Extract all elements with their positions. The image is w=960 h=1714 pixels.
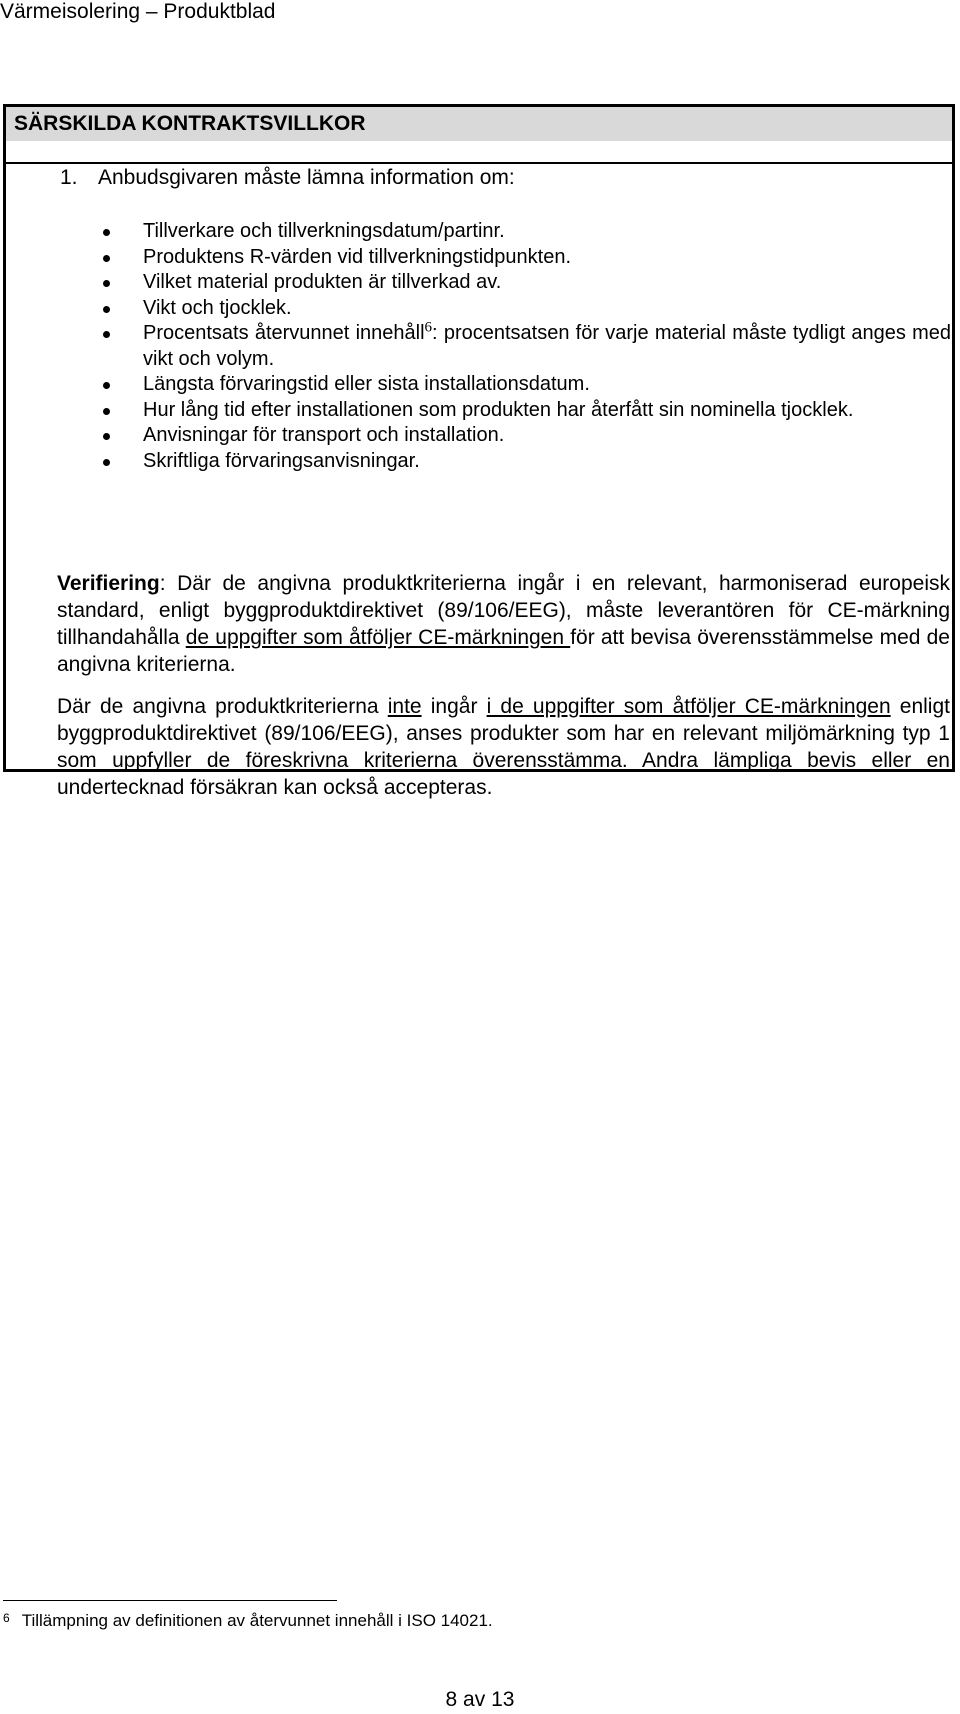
bullet-icon bbox=[103, 382, 110, 389]
footnote bbox=[3, 1610, 493, 1632]
bullet-icon bbox=[103, 408, 110, 415]
bullet-icon bbox=[103, 280, 110, 287]
list-item bbox=[91, 423, 951, 449]
bullet-icon bbox=[103, 331, 110, 338]
bullet-icon bbox=[103, 306, 110, 313]
underlined-phrase: i de uppgifter som åtföljer CE-märkningen bbox=[486, 695, 891, 718]
verification-label: Verifiering bbox=[57, 572, 160, 595]
footnote-marker: 6 bbox=[3, 1611, 10, 1625]
bullet-icon bbox=[103, 255, 110, 262]
item-text: Anbudsgivaren måste lämna information om: bbox=[98, 166, 515, 189]
box-heading: SÄRSKILDA KONTRAKTSVILLKOR bbox=[14, 112, 366, 135]
footnote-reference: 6 bbox=[424, 319, 433, 336]
page-header-title: Värmeisolering – Produktblad bbox=[0, 0, 276, 23]
list-item-text: Anvisningar för transport och installation. bbox=[143, 424, 505, 446]
list-item bbox=[91, 398, 951, 424]
verification-text-end: för att bevisa överensstämmelse med de angivna kriterierna. bbox=[57, 626, 950, 676]
bullet-icon bbox=[103, 433, 110, 440]
alternative-proof-paragraph bbox=[57, 693, 950, 801]
list-item bbox=[91, 245, 951, 271]
list-item-text: Hur lång tid efter installationen som produkten har återfått sin nominella tjocklek. bbox=[143, 398, 854, 421]
verification-text: : Där de angivna produktkriterierna ingår i en relevant, harmoniserad europeisk standard, enligt byggproduktdirektivet (89/106/EEG), måste leverantören för CE-märkning tillhandahålla bbox=[57, 572, 950, 649]
footnote-text: Tillämpning av definitionen av återvunnet innehåll i ISO 14021. bbox=[21, 1611, 493, 1630]
list-item bbox=[91, 372, 951, 398]
requirement-list bbox=[91, 219, 951, 474]
paragraph-text: ingår bbox=[421, 695, 487, 718]
footnote-separator bbox=[3, 1600, 337, 1601]
box-heading-spacer bbox=[6, 141, 952, 162]
list-item-text: Produktens R-värden vid tillverkningstidpunkten. bbox=[143, 245, 571, 268]
list-item-text: Skriftliga förvaringsanvisningar. bbox=[143, 449, 420, 472]
verification-underlined-text: de uppgifter som åtföljer CE-märkningen bbox=[185, 626, 571, 649]
list-item-text: Vikt och tjocklek. bbox=[143, 296, 292, 319]
paragraph-text: Där de angivna produktkriterierna bbox=[57, 695, 388, 718]
item-number: 1. bbox=[60, 166, 78, 189]
list-item-text: Längsta förvaringstid eller sista installationsdatum. bbox=[143, 373, 590, 395]
page-number: 8 av 13 bbox=[445, 1688, 515, 1711]
list-item-text: Tillverkare och tillverkningsdatum/partinr. bbox=[143, 220, 505, 242]
list-item bbox=[91, 270, 951, 296]
bullet-icon bbox=[103, 459, 110, 466]
list-item bbox=[91, 449, 951, 475]
list-item bbox=[91, 219, 951, 245]
box-body bbox=[6, 164, 952, 799]
paragraph-text: enligt byggproduktdirektivet (89/106/EEG), anses produkter som har en relevant miljömärkning typ 1 som uppfyller de föreskrivna kriterierna överensstämma. Andra lämpliga bevis eller en undertecknad försäkran kan också accepteras. bbox=[57, 695, 950, 799]
list-item-text: Procentsats återvunnet innehåll bbox=[143, 322, 425, 344]
box-heading-row bbox=[6, 107, 952, 164]
contract-conditions-box bbox=[3, 104, 955, 799]
verification-paragraph bbox=[57, 570, 950, 678]
list-item bbox=[91, 296, 951, 322]
list-item-text: Vilket material produkten är tillverkad av. bbox=[143, 271, 502, 293]
list-item bbox=[91, 321, 951, 372]
list-item-text-continued: : procentsatsen för varje material måste tydligt anges med vikt och volym. bbox=[143, 322, 951, 370]
bullet-icon bbox=[103, 229, 110, 236]
numbered-item-1 bbox=[60, 165, 515, 191]
underlined-word: inte bbox=[387, 695, 422, 718]
